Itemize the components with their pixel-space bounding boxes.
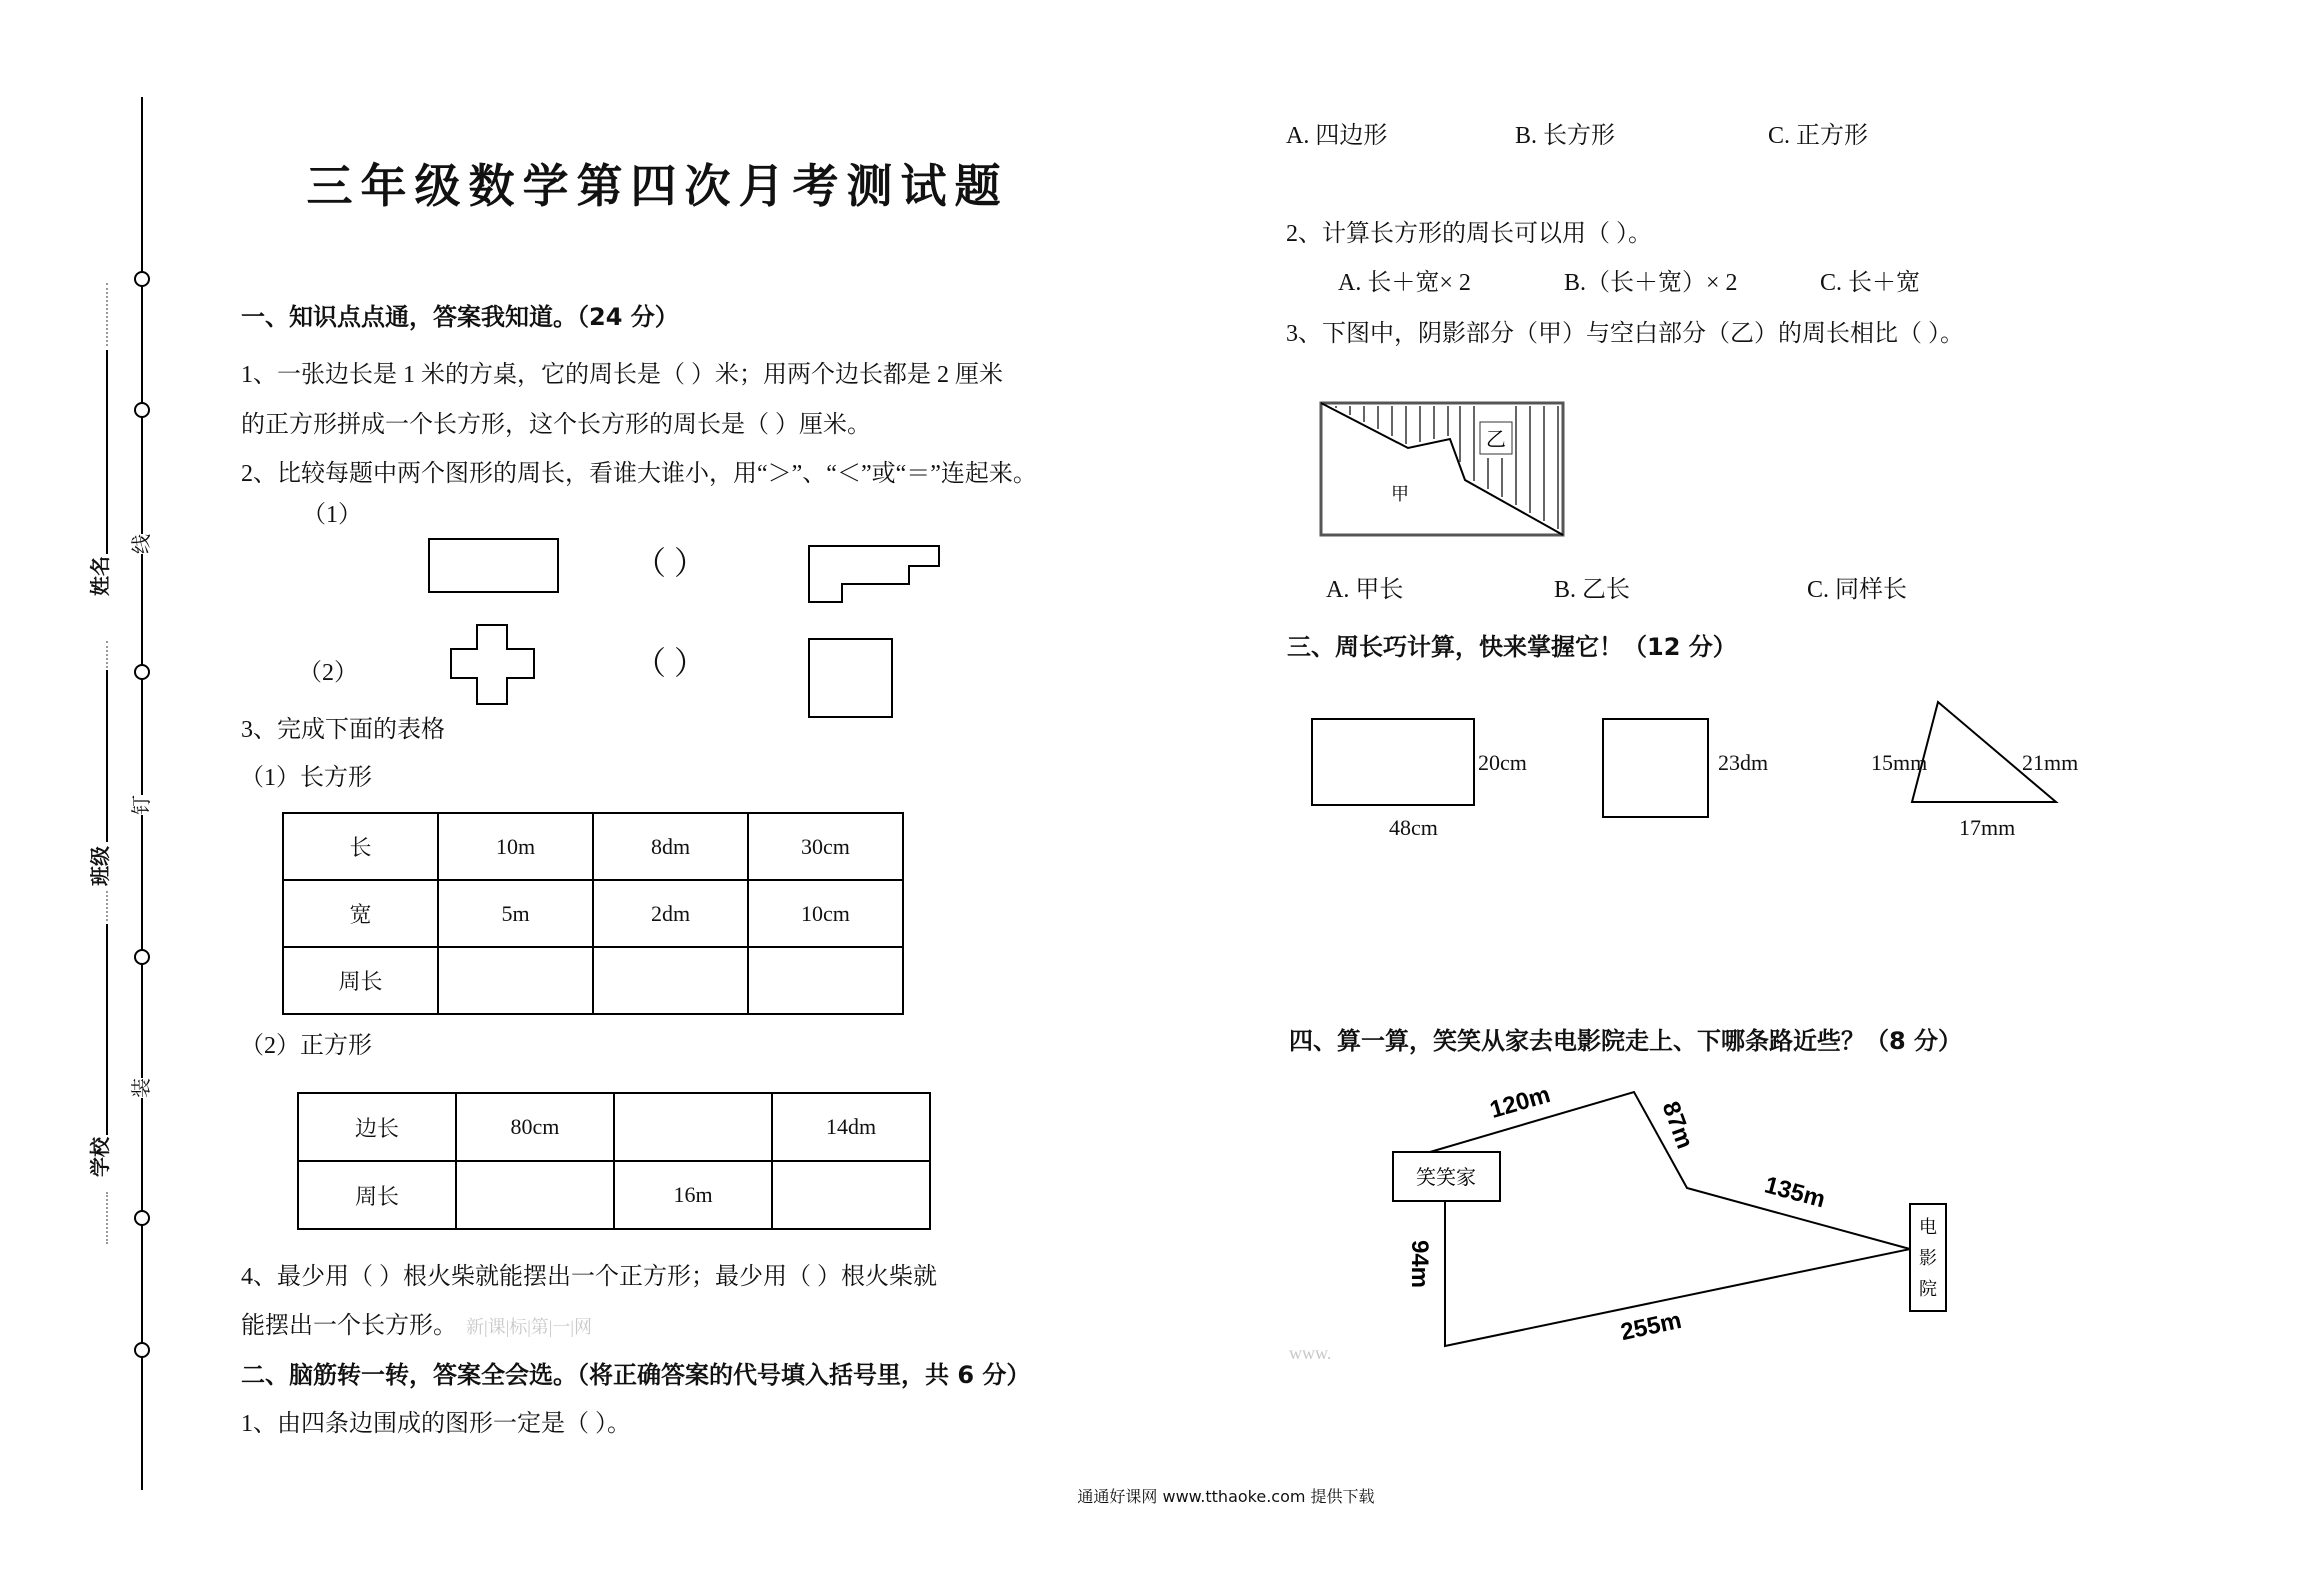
triangle-base-label: 17mm [1959,815,2016,840]
perimeter-rectangle [1311,718,1475,806]
dotted-guide [106,891,108,921]
rectangle-table [282,812,904,1015]
question-3-sub-1: （1）长方形 [240,765,372,791]
table-cell: 2dm [593,880,748,947]
school-label: 学校 [88,1137,112,1177]
dotted-guide [106,1192,108,1244]
question-2-label-2: （2） [298,660,358,686]
page-footer: 通通好课网 www.tthaoke.com 提供下载 [1077,1487,1375,1506]
label-jia: 甲 [1391,484,1409,504]
cinema-label-char: 影 [1919,1248,1937,1268]
s2-question-1-text: 1、由四条边围成的图形一定是（ ）。 [241,1411,631,1437]
cross-shape-outline [451,625,534,704]
table-cell: 长 [283,813,438,880]
question-1-line-1: 1、一张边长是 1 米的方桌，它的周长是（ ）米；用两个边长都是 2 厘米 [241,362,1003,388]
table-cell: 16m [614,1161,772,1229]
figure-cross-shape [450,624,536,706]
distance-upper-2: 87m [1656,1097,1699,1153]
binding-hole [134,1342,150,1358]
table-cell: 宽 [283,880,438,947]
s2-question-2-text: 2、计算长方形的周长可以用（ ）。 [1286,221,1652,247]
distance-lower-1: 94m [1406,1239,1433,1289]
table-cell: 10cm [748,880,903,947]
table-cell [593,947,748,1014]
s2-q2-option-b: B.（长＋宽）× 2 [1564,270,1738,296]
s2-q1-option-c: C. 正方形 [1768,123,1869,149]
figure-rectangle [428,538,559,593]
table-row [283,813,903,880]
table-cell: 8dm [593,813,748,880]
watermark-url: www. [1289,1343,1332,1363]
route-map [1380,1080,1960,1370]
section-1-heading: 一、知识点点通，答案我知道。（24 分） [241,303,679,331]
table-cell [438,947,593,1014]
binding-hole [134,949,150,965]
table-row [283,880,903,947]
question-2-text: 2、比较每题中两个图形的周长，看谁大谁小，用“＞”、“＜”或“＝”连起来。 [241,461,1037,487]
step-shape-outline [809,546,939,602]
binding-hole [134,402,150,418]
compare-blank-1: （ ） [634,545,707,581]
table-cell [456,1161,614,1229]
class-blank-line [106,670,108,842]
page-title: 三年级数学第四次月考测试题 [306,159,1009,213]
table-cell [748,947,903,1014]
triangle-right-label: 21mm [2022,750,2079,775]
table-row [283,947,903,1014]
table-row [298,1093,930,1161]
table-cell [614,1093,772,1161]
school-blank-line [106,924,108,1135]
home-label: 笑笑家 [1416,1167,1476,1189]
s2-q3-option-c: C. 同样长 [1807,577,1908,603]
square-table [297,1092,931,1230]
label-yi: 乙 [1486,429,1506,451]
class-label: 班级 [88,846,112,886]
section-2-heading: 二、脑筋转一转，答案全会选。（将正确答案的代号填入括号里，共 6 分） [241,1361,1031,1389]
binding-line [141,97,143,1490]
s2-q1-option-a: A. 四边形 [1286,123,1388,149]
cinema-label-char: 院 [1919,1279,1937,1299]
table-cell: 80cm [456,1093,614,1161]
binding-mark-staple: 钉 [128,795,156,815]
question-4-line-1: 4、最少用（ ）根火柴就能摆出一个正方形；最少用（ ）根火柴就 [241,1264,937,1290]
watermark-text: 新|课|标|第|一|网 [466,1317,593,1337]
s2-q3-option-a: A. 甲长 [1326,577,1404,603]
binding-hole [134,664,150,680]
binding-mark-line: 线 [128,534,156,554]
table-cell: 边长 [298,1093,456,1161]
question-4-line-2: 能摆出一个长方形。 [241,1313,457,1339]
table-cell: 10m [438,813,593,880]
dotted-guide [106,641,108,668]
s2-q2-option-c: C. 长＋宽 [1820,270,1921,296]
table-cell: 30cm [748,813,903,880]
question-2-label-1: （1） [302,502,362,528]
perimeter-square [1602,718,1709,818]
section-3-heading: 三、周长巧计算，快来掌握它！（12 分） [1287,633,1737,661]
table-cell: 5m [438,880,593,947]
s2-q1-option-b: B. 长方形 [1515,123,1616,149]
figure-square [808,638,893,718]
compare-blank-2: （ ） [634,645,707,681]
figure-step-shape [808,545,943,605]
s2-question-3-text: 3、下图中，阴影部分（甲）与空白部分（乙）的周长相比（ ）。 [1286,321,1964,347]
binding-hole [134,271,150,287]
rectangle-height-label: 20cm [1478,750,1527,775]
square-side-label: 23dm [1718,750,1769,775]
question-3-text: 3、完成下面的表格 [241,717,445,743]
table-cell [772,1161,930,1229]
table-cell: 周长 [283,947,438,1014]
cinema-label-char: 电 [1919,1217,1937,1237]
name-blank-line [106,350,108,554]
table-cell: 周长 [298,1161,456,1229]
binding-mark-bind: 装 [128,1078,156,1098]
question-1-line-2: 的正方形拼成一个长方形，这个长方形的周长是（ ）厘米。 [241,412,871,438]
triangle-left-label: 15mm [1871,750,1928,775]
section-4-heading: 四、算一算，笑笑从家去电影院走上、下哪条路近些？（8 分） [1289,1027,1963,1055]
name-label: 姓名 [88,556,112,596]
s2-q2-option-a: A. 长＋宽× 2 [1338,270,1471,296]
distance-upper-3: 135m [1761,1171,1829,1214]
rectangle-width-label: 48cm [1389,815,1438,840]
table-cell: 14dm [772,1093,930,1161]
shaded-region-figure [1320,402,1564,536]
table-row [298,1161,930,1229]
dotted-guide [106,283,108,346]
s2-q3-option-b: B. 乙长 [1554,577,1631,603]
question-3-sub-2: （2）正方形 [240,1033,372,1059]
distance-lower-2: 255m [1618,1306,1684,1347]
distance-upper-1: 120m [1486,1081,1554,1124]
binding-hole [134,1210,150,1226]
